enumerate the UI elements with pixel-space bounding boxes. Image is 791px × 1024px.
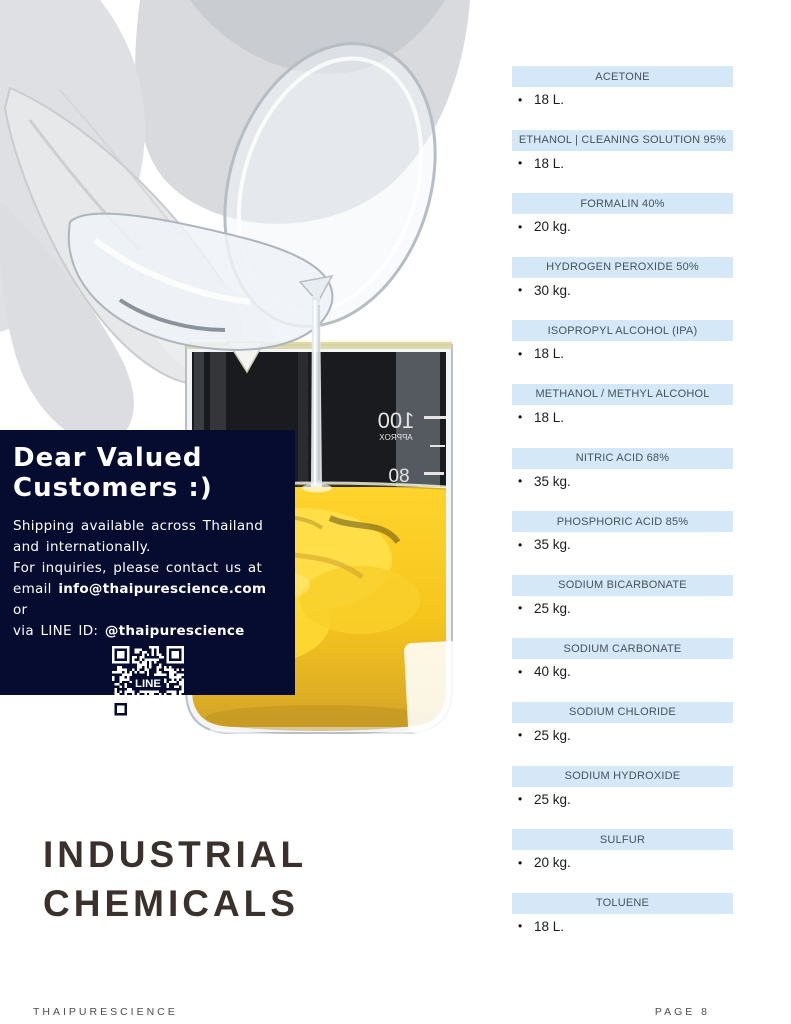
scale-100-label: 100 <box>377 408 415 433</box>
chemical-quantity-line <box>512 919 733 934</box>
chemical-name-header <box>512 511 733 532</box>
notice-body-line: Shipping available across Thailand <box>13 518 264 534</box>
bullet-icon <box>518 538 534 552</box>
bullet-icon <box>518 93 534 107</box>
chemical-name-header <box>512 638 733 659</box>
bullet-icon <box>518 856 534 870</box>
chemical-name: ACETONE <box>595 70 650 83</box>
bullet-icon <box>518 410 534 424</box>
chemical-name-header <box>512 193 733 214</box>
scale-approx-label: APPROX <box>379 433 413 442</box>
chemical-quantity: 35 kg. <box>534 537 571 553</box>
notice-text-part: For inquiries, please contact us at <box>13 560 263 576</box>
chemical-name: SODIUM CARBONATE <box>563 642 682 655</box>
qr-line-label: LINE <box>135 678 161 691</box>
chemical-quantity-line <box>512 601 733 616</box>
page-title-line2: CHEMICALS <box>43 883 299 924</box>
chemical-quantity: 25 kg. <box>534 727 571 743</box>
chemical-entry <box>512 511 733 575</box>
chemical-quantity-line <box>512 219 733 234</box>
line-qr-code <box>13 646 283 723</box>
chemical-name-header <box>512 320 733 341</box>
notice-greeting <box>13 443 283 503</box>
notice-body-line: and internationally. <box>13 539 151 555</box>
chemical-name: PHOSPHORIC ACID 85% <box>556 515 689 528</box>
chemical-name: SODIUM BICARBONATE <box>558 579 687 592</box>
customer-notice-card <box>0 430 295 695</box>
greeting-line2: Customers :) <box>13 473 213 503</box>
footer-page-number: PAGE 8 <box>654 1006 710 1018</box>
chemical-entry <box>512 130 733 194</box>
greeting-line1: Dear Valued <box>13 443 203 473</box>
chemical-quantity-line <box>512 346 733 361</box>
chemical-quantity: 30 kg. <box>534 282 571 298</box>
chemical-quantity: 18 L. <box>534 92 565 107</box>
chemical-name-header <box>512 575 733 596</box>
chemical-entry <box>512 893 733 957</box>
chemical-quantity: 25 kg. <box>534 600 571 616</box>
chemical-quantity: 18 L. <box>534 918 565 934</box>
chemical-name: NITRIC ACID 68% <box>575 452 670 465</box>
chemical-name: ISOPROPYL ALCOHOL (IPA) <box>547 324 698 337</box>
chemical-quantity-line <box>512 92 733 107</box>
bullet-icon <box>518 919 534 933</box>
notice-text-part: via LINE ID: <box>13 623 105 639</box>
chemical-quantity-line <box>512 728 733 743</box>
chemical-quantity-line <box>512 792 733 807</box>
notice-text-part: email <box>13 581 59 597</box>
chemical-name-header <box>512 893 733 914</box>
chemical-quantity-line <box>512 537 733 552</box>
chemical-name: SODIUM CHLORIDE <box>569 706 676 719</box>
chemical-name: HYDROGEN PEROXIDE 50% <box>546 261 699 274</box>
chemical-name-header <box>512 384 733 405</box>
page-title <box>43 830 307 928</box>
chemical-list <box>512 66 733 956</box>
chemical-name-header <box>512 766 733 787</box>
chemical-quantity: 18 L. <box>534 409 565 425</box>
chemical-name: ETHANOL | CLEANING SOLUTION 95% <box>518 134 727 147</box>
chemical-quantity: 25 kg. <box>534 791 571 807</box>
chemical-name: SODIUM HYDROXIDE <box>564 770 681 783</box>
chemical-name: FORMALIN 40% <box>580 197 665 210</box>
chemical-entry <box>512 66 733 130</box>
chemical-name: SULFUR <box>599 833 646 846</box>
chemical-entry <box>512 829 733 893</box>
notice-body-line <box>13 621 283 642</box>
chemical-name-header <box>512 66 733 87</box>
chemical-name: TOLUENE <box>595 897 650 910</box>
bullet-icon <box>518 283 534 297</box>
chemical-name-header <box>512 448 733 469</box>
bullet-icon <box>518 474 534 488</box>
chemical-name-header <box>512 829 733 850</box>
beaker-label-sticker <box>404 641 463 734</box>
bullet-icon <box>518 792 534 806</box>
chemical-name-header <box>512 130 733 151</box>
scale-80-label: 80 <box>388 466 410 487</box>
bullet-icon <box>518 220 534 234</box>
chemical-entry <box>512 448 733 512</box>
contact-highlight: @thaipurescience <box>104 623 245 639</box>
chemical-quantity: 35 kg. <box>534 473 571 489</box>
chemical-name: METHANOL / METHYL ALCOHOL <box>535 388 710 401</box>
bullet-icon <box>518 601 534 615</box>
chemical-quantity: 20 kg. <box>534 219 571 235</box>
chemical-quantity: 20 kg. <box>534 855 571 871</box>
notice-text-part: or <box>13 602 28 618</box>
chemical-entry <box>512 257 733 321</box>
chemical-quantity-line <box>512 410 733 425</box>
chemical-quantity: 18 L. <box>534 346 565 362</box>
notice-body-line <box>13 579 283 621</box>
chemical-quantity-line <box>512 855 733 870</box>
chemical-entry <box>512 575 733 639</box>
notice-body <box>13 516 283 642</box>
chemical-entry <box>512 702 733 766</box>
chemical-entry <box>512 766 733 830</box>
chemical-quantity-line <box>512 156 733 171</box>
chemical-quantity-line <box>512 283 733 298</box>
bullet-icon <box>518 156 534 170</box>
chemical-name-header <box>512 702 733 723</box>
chemical-quantity-line <box>512 474 733 489</box>
chemical-quantity-line <box>512 664 733 679</box>
chemical-entry <box>512 384 733 448</box>
contact-highlight: info@thaipurescience.com <box>58 581 267 597</box>
chemical-entry <box>512 193 733 257</box>
bullet-icon <box>518 728 534 742</box>
chemical-entry <box>512 638 733 702</box>
footer-brand: THAIPURESCIENCE <box>33 1006 178 1018</box>
notice-body-line <box>13 558 283 579</box>
bullet-icon <box>518 665 534 679</box>
bullet-icon <box>518 347 534 361</box>
chemical-quantity: 18 L. <box>534 155 565 171</box>
chemical-quantity: 40 kg. <box>534 664 571 680</box>
chemical-name-header <box>512 257 733 278</box>
page-title-line1: INDUSTRIAL <box>43 834 308 875</box>
chemical-entry <box>512 320 733 384</box>
